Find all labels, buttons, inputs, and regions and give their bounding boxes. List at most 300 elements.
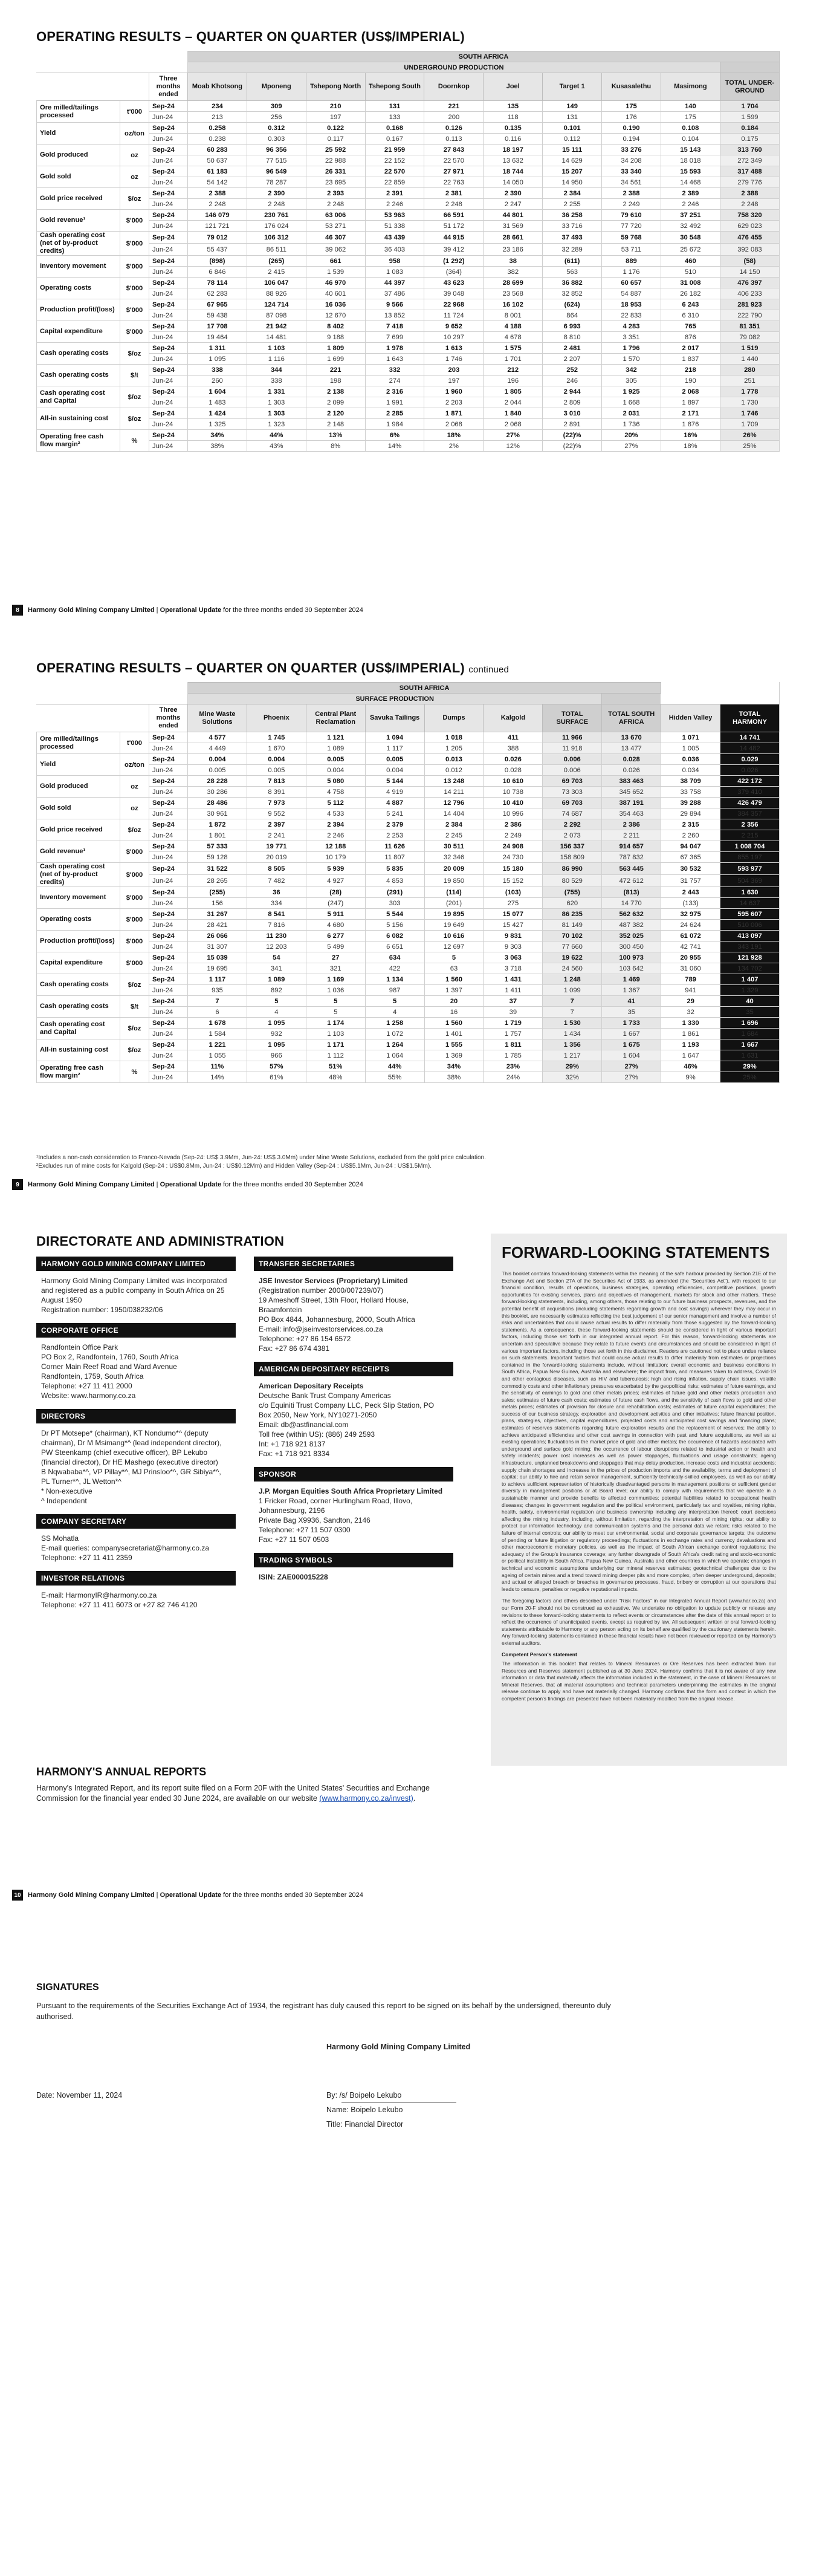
- table-cell: 2 249: [484, 830, 543, 841]
- table-cell: 2 386: [602, 819, 661, 830]
- table-cell: 15 427: [484, 920, 543, 931]
- fls-cp-heading: Competent Person's statement: [502, 1651, 577, 1658]
- table-cell: 252: [543, 365, 602, 376]
- row-unit: $'000: [120, 232, 149, 256]
- ops1-col-header: Tshepong South: [365, 73, 424, 101]
- table-cell: 1 575: [484, 343, 543, 354]
- table-row: [37, 343, 780, 354]
- table-cell: 889: [602, 256, 661, 267]
- table-cell: 0.112: [543, 134, 602, 145]
- directorate-line: Int: +1 718 921 8137: [259, 1440, 326, 1448]
- table-cell: 8 001: [484, 310, 543, 321]
- table-cell: 21 942: [247, 321, 306, 332]
- table-cell: 22 833: [602, 310, 661, 321]
- table-cell: 5: [306, 996, 365, 1007]
- row-period: Sep-24: [149, 974, 188, 985]
- row-metric: Cash operating cost and Capital: [37, 1018, 120, 1039]
- table-cell: 2 068: [424, 419, 484, 430]
- directorate-line: E-mail: info@jseinvestorservices.co.za: [259, 1325, 383, 1333]
- annual-text: [36, 1783, 459, 1804]
- table-cell: 2 397: [247, 819, 306, 830]
- table-cell: 5: [424, 952, 484, 963]
- table-row: [37, 974, 780, 985]
- table-cell: 1 330: [661, 1018, 720, 1029]
- directorate-line: Toll free (within US): (886) 249 2593: [259, 1430, 375, 1439]
- row-metric: Gold revenue¹: [37, 841, 120, 863]
- page-number: 9: [12, 1179, 23, 1190]
- table-cell: 472 612: [602, 875, 661, 887]
- annual-title: HARMONY'S ANNUAL REPORTS: [36, 1766, 207, 1778]
- table-cell: 2 891: [543, 419, 602, 430]
- directorate-heading: AMERICAN DEPOSITARY RECEIPTS: [254, 1362, 453, 1376]
- row-period: Jun-24: [149, 397, 188, 408]
- table-cell: 2 356: [720, 819, 780, 830]
- table-cell: 1 701: [484, 354, 543, 365]
- directorate-line: Deutsche Bank Trust Company Americas: [259, 1391, 391, 1400]
- table-cell: 11 230: [247, 931, 306, 942]
- table-cell: 61 072: [661, 931, 720, 942]
- table-cell: 33 276: [602, 145, 661, 155]
- table-cell: 2 260: [661, 830, 720, 841]
- table-cell: 7: [188, 996, 247, 1007]
- table-cell: 1 083: [365, 267, 424, 278]
- table-cell: 10 297: [424, 332, 484, 343]
- table-cell: 14 637: [720, 898, 780, 909]
- table-cell: 966: [247, 1050, 306, 1061]
- table-cell: 14 050: [484, 177, 543, 188]
- table-cell: 1 746: [720, 408, 779, 419]
- row-metric: Cash operating cost and Capital: [37, 386, 120, 408]
- table-cell: 2 809: [543, 397, 602, 408]
- table-cell: 38%: [188, 441, 247, 452]
- table-cell: 51 338: [365, 221, 424, 232]
- table-cell: 279 776: [720, 177, 779, 188]
- table-cell: 4 853: [365, 875, 424, 887]
- table-row: [37, 841, 780, 852]
- table-cell: 1 072: [365, 1029, 424, 1039]
- table-cell: 12 697: [424, 942, 484, 952]
- row-unit: t'000: [120, 732, 149, 754]
- table-cell: 32 289: [543, 244, 602, 256]
- table-cell: 63: [424, 963, 484, 974]
- table-cell: 1 116: [247, 354, 306, 365]
- table-cell: 765: [661, 321, 720, 332]
- ops1-col-header: Doornkop: [424, 73, 484, 101]
- table-cell: 81 351: [720, 321, 779, 332]
- table-cell: 1 560: [424, 1018, 484, 1029]
- table-cell: 16 102: [484, 299, 543, 310]
- row-metric: Gold sold: [37, 798, 120, 819]
- row-period: Jun-24: [149, 875, 188, 887]
- table-cell: 13 248: [424, 776, 484, 787]
- table-cell: 46 307: [306, 232, 365, 244]
- table-cell: 1 176: [602, 267, 661, 278]
- row-unit: %: [120, 1061, 149, 1083]
- table-cell: 1 303: [247, 397, 306, 408]
- table-cell: 19 649: [424, 920, 484, 931]
- directorate-line: Telephone: +27 86 154 6572: [259, 1335, 351, 1343]
- row-unit: $/oz: [120, 1039, 149, 1061]
- table-cell: 2 031: [602, 408, 661, 419]
- fls-paragraph-1: This booklet contains forward-looking statements within the meaning of the safe harbour provided by Section 21E of the Exchange Act and Section 27A of the Securities Act of 1933, as amended (the "Securities Act"), with respect to our financial condition, results of operations, business strategies, operating efficiencies, competitive positions, growth opportunities for existing services, plans and objectives of management, markets for stock and other matters. These forward-looking statements, including, among others, those relating to our future business prospects, revenues, and the potential benefit of acquisitions (including statements regarding growth and cost savings) wherever they may occur in this booklet, are necessarily estimates reflecting the best judgement of our senior management and involve a number of risks and uncertainties that could cause actual results to differ materially from those suggested by the forward-looking statements. As a consequence, these forward-looking statements should be considered in light of various important factors, including those set forth in our integrated annual report. For this reason, forward-looking statements are uncertain and speculative because they relate to future events and circumstances and should be considered in light of various important factors, including those set forth in this disclaimer. Readers are cautioned not to place undue reliance on such statements. Important factors that could cause actual results to differ materially from estimates or projections contained in the forward-looking statements include, without limitation: overall economic and business conditions in South Africa, Papua New Guinea, Australia and elsewhere; the impact from, and measures taken to address, Covid-19 and other contagious diseases, such as HIV and tuberculosis; high and rising inflation, supply chain issues, volatile commodity costs and other inflationary pressures exacerbated by the geopolitical risks; estimates of future earnings, and the sensitivity of earnings to gold and other metals prices; estimates of future gold and other metals production and sales; estimates of future cash costs; estimates of future cash flows, and the sensitivity of cash flows to gold and other metals prices; estimates of provision for closure and rehabilitation costs; estimates of future capital expenditures; the success of our business strategy, exploration and development activities and other initiatives; future financial position, plans, strategies, objectives, capital expenditures, projected costs and anticipated cost savings and financing plans; estimates of reserves statements regarding future exploration results and the replacement of reserves; the ability to achieve anticipated efficiencies and other cost savings in connection with past and future acquisitions, as well as at existing operations; fluctuations in the market price of gold and other metals; the occurrence of hazards associated with underground and surface gold mining; the occurrence of labour disruptions related to industrial action or health and safety incidents; power cost increases as well as power stoppages, fluctuations and usage constraints; ageing infrastructure, unplanned breakdowns and stoppages that may delay production, increase costs and industrial accidents; supply chain shortages and increases in the prices of production imports and the availability, terms and deployment of capital; our ability to hire and retain senior management, sufficiently technically-skilled employees, as well as our ability to achieve sufficient representation of historically disadvantaged persons in management positions or sufficient gender diversity in management positions or at Board level; our ability to comply with requirements that we operate in a sustainable manner and provide benefits to affected communities; potential liabilities related to occupational health diseases; changes in government regulation and the political environment, particularly tax and royalties, mining rights, health, safety, environmental regulation and business ownership including any interpretation thereof; court decisions affecting the mining industry, including, without limitation, regarding the interpretation of mining rights; our ability to protect our information technology and communication systems and the personal data we retain; risks related to the failure of internal controls; our ability to meet our environmental, social and corporate governance targets; the outcome of pending or future litigation or regulatory proceedings; fluctuations in exchange rates and currency devaluations and other macroeconomic monetary policies, as well as the impact of South African exchange control regulations; the adequacy of the Group's insurance coverage; any further downgrade of South Africa's credit rating and socio-economic or political instability in South Africa, Papua New Guinea, Australia and other countries in which we operate; changes in technical and economic assumptions underlying our mineral reserves estimates; geotechnical challenges due to the ageing of certain mines and a trend toward mining deeper pits and more complex, often deeper underground, deposits; and actual or alleged breach or breaches in governance processes, fraud, bribery or corruption at our operations that leads to censure, penalties or negative reputational impacts.: [502, 1270, 776, 1592]
- table-cell: 2 120: [306, 408, 365, 419]
- table-cell: 14 481: [247, 332, 306, 343]
- row-period: Sep-24: [149, 365, 188, 376]
- table-cell: 14 629: [543, 155, 602, 166]
- table-cell: 1 805: [484, 386, 543, 397]
- table-cell: 9 831: [484, 931, 543, 942]
- table-cell: 198: [306, 376, 365, 386]
- row-unit: $'000: [120, 909, 149, 931]
- footer-doc: Operational Update: [160, 1181, 222, 1188]
- table-cell: 2 443: [661, 887, 720, 898]
- table-cell: 87 098: [247, 310, 306, 321]
- table-cell: 39 412: [424, 244, 484, 256]
- table-cell: 1 411: [484, 985, 543, 996]
- directorate-heading: HARMONY GOLD MINING COMPANY LIMITED: [36, 1257, 236, 1271]
- row-period: Sep-24: [149, 278, 188, 288]
- table-cell: 2 388: [720, 188, 779, 199]
- fls-title: FORWARD-LOOKING STATEMENTS: [502, 1243, 770, 1261]
- table-cell: 789: [661, 974, 720, 985]
- row-period: Jun-24: [149, 1050, 188, 1061]
- table-cell: 22 968: [424, 299, 484, 310]
- table-cell: 1 696: [720, 1018, 780, 1029]
- ops2-col-header: Hidden Valley: [661, 704, 720, 732]
- table-cell: 1 397: [424, 985, 484, 996]
- table-cell: 303: [365, 898, 424, 909]
- table-cell: 15 207: [543, 166, 602, 177]
- annual-link[interactable]: (www.harmony.co.za/invest): [319, 1794, 413, 1803]
- table-cell: 118: [484, 112, 543, 123]
- table-cell: 2 384: [543, 188, 602, 199]
- table-cell: 2 944: [543, 386, 602, 397]
- table-cell: 53 271: [306, 221, 365, 232]
- table-cell: 8 391: [247, 787, 306, 798]
- table-cell: 37: [484, 996, 543, 1007]
- table-cell: 1 746: [424, 354, 484, 365]
- table-cell: 230 761: [247, 210, 306, 221]
- table-cell: 1 584: [188, 1029, 247, 1039]
- table-cell: 1 112: [306, 1050, 365, 1061]
- table-cell: 251: [720, 376, 779, 386]
- directorate-line: Telephone: +27 11 411 2359: [41, 1553, 132, 1562]
- table-cell: 1 872: [188, 819, 247, 830]
- row-period: Sep-24: [149, 232, 188, 244]
- table-cell: 40: [720, 996, 780, 1007]
- table-cell: 5 499: [306, 942, 365, 952]
- table-cell: 67 965: [188, 299, 247, 310]
- row-period: Sep-24: [149, 299, 188, 310]
- table-cell: 43%: [247, 441, 306, 452]
- row-period: Sep-24: [149, 909, 188, 920]
- table-cell: 140: [661, 101, 720, 112]
- ops2-table: [36, 682, 780, 1083]
- table-cell: 388: [484, 743, 543, 754]
- fls-cp-text: The information in this booklet that relates to Mineral Resources or Ore Reserves has been extracted from our Resources and Reserves statement published as at 30 June 2024. Harmony confirms that it is not aware of any new information or data that materially affects the information included in the statement, in the case of Mineral Resources or Mineral Reserves, that all material assumptions and technical parameters underpinning the estimates in the original release continue to apply and have not materially changed. Harmony confirms that the form and context in which the competent person's findings are presented have not been materially modified from the original release.: [502, 1660, 776, 1702]
- ops2-title: [36, 660, 509, 676]
- table-cell: (103): [484, 887, 543, 898]
- row-period: Jun-24: [149, 920, 188, 931]
- table-cell: 1 668: [602, 397, 661, 408]
- table-cell: 54: [247, 952, 306, 963]
- table-cell: 31 757: [661, 875, 720, 887]
- table-cell: 34%: [188, 430, 247, 441]
- table-cell: 59 128: [188, 852, 247, 863]
- table-cell: 30 532: [661, 863, 720, 875]
- table-cell: 175: [602, 101, 661, 112]
- table-cell: 0.005: [306, 754, 365, 765]
- ops1-col-header: Mponeng: [247, 73, 306, 101]
- table-cell: (813): [602, 887, 661, 898]
- table-cell: 0.026: [484, 754, 543, 765]
- ops1-col-header: Masimong: [661, 73, 720, 101]
- row-metric: Operating costs: [37, 278, 120, 299]
- table-cell: 2 211: [602, 830, 661, 841]
- table-cell: (265): [247, 256, 306, 267]
- table-cell: 50 637: [188, 155, 247, 166]
- table-cell: 13 477: [602, 743, 661, 754]
- table-cell: 19 895: [424, 909, 484, 920]
- ops1-subgroup: UNDERGROUND PRODUCTION: [188, 62, 720, 73]
- table-cell: 37 251: [661, 210, 720, 221]
- table-cell: 200: [424, 112, 484, 123]
- table-cell: 595 607: [720, 909, 780, 920]
- table-cell: 18 018: [661, 155, 720, 166]
- directorate-body: [254, 1482, 453, 1553]
- table-cell: 55%: [365, 1072, 424, 1083]
- row-period: Jun-24: [149, 1072, 188, 1083]
- table-cell: 26 066: [188, 931, 247, 942]
- table-cell: 0.184: [720, 123, 779, 134]
- row-period: Sep-24: [149, 1018, 188, 1029]
- table-cell: 7 418: [365, 321, 424, 332]
- table-cell: 0.108: [661, 123, 720, 134]
- table-cell: 1 757: [484, 1029, 543, 1039]
- table-cell: 12%: [484, 441, 543, 452]
- table-cell: 1 407: [720, 974, 780, 985]
- table-cell: 1 434: [543, 1029, 602, 1039]
- directorate-heading: TRADING SYMBOLS: [254, 1553, 453, 1567]
- table-row: [37, 1061, 780, 1072]
- table-cell: 4 680: [306, 920, 365, 931]
- ops2-col-header: Central Plant Reclamation: [306, 704, 365, 732]
- table-cell: 0.312: [247, 123, 306, 134]
- table-cell: 79 012: [188, 232, 247, 244]
- directorate-line: Telephone: +27 11 411 6073 or +27 82 746 4120: [41, 1601, 198, 1609]
- table-cell: 305: [602, 376, 661, 386]
- table-cell: 27%: [602, 1072, 661, 1083]
- ops2-col-header: TOTAL SOUTH AFRICA: [602, 704, 661, 732]
- table-cell: 60 657: [602, 278, 661, 288]
- table-cell: 27 843: [424, 145, 484, 155]
- table-cell: 987: [365, 985, 424, 996]
- table-cell: 379 410: [720, 787, 780, 798]
- table-cell: 44 801: [484, 210, 543, 221]
- table-cell: 1 325: [188, 419, 247, 430]
- table-cell: 2 248: [720, 199, 779, 210]
- row-period: Sep-24: [149, 996, 188, 1007]
- table-cell: 275: [484, 898, 543, 909]
- table-cell: 1 704: [720, 101, 779, 112]
- table-cell: 1 018: [424, 732, 484, 743]
- table-cell: 1 811: [484, 1039, 543, 1050]
- table-cell: 1 099: [543, 985, 602, 996]
- table-cell: 352 025: [602, 931, 661, 942]
- table-cell: 10 996: [484, 808, 543, 819]
- table-cell: 2 017: [661, 343, 720, 354]
- table-cell: 5 939: [306, 863, 365, 875]
- table-cell: 1 643: [365, 354, 424, 365]
- table-cell: 10 616: [424, 931, 484, 942]
- table-cell: 14 468: [661, 177, 720, 188]
- table-row: [37, 123, 780, 134]
- table-cell: 1 089: [306, 743, 365, 754]
- row-unit: $/t: [120, 365, 149, 386]
- table-cell: 15 077: [484, 909, 543, 920]
- table-cell: 4 927: [306, 875, 365, 887]
- table-cell: 1 925: [602, 386, 661, 397]
- footer-company: Harmony Gold Mining Company Limited: [28, 1891, 155, 1899]
- table-cell: 0.303: [247, 134, 306, 145]
- table-cell: 1 095: [247, 1039, 306, 1050]
- table-cell: 15 593: [661, 166, 720, 177]
- table-cell: 14 950: [543, 177, 602, 188]
- table-cell: (624): [543, 299, 602, 310]
- table-cell: 43 623: [424, 278, 484, 288]
- table-cell: 61%: [247, 1072, 306, 1083]
- row-metric: Production profit/(loss): [37, 931, 120, 952]
- table-cell: 0.175: [720, 134, 779, 145]
- table-cell: 60 283: [188, 145, 247, 155]
- row-unit: $'000: [120, 931, 149, 952]
- table-cell: 0.126: [424, 123, 484, 134]
- table-cell: 1 631: [720, 1050, 780, 1061]
- table-cell: 24 624: [661, 920, 720, 931]
- table-cell: 20: [424, 996, 484, 1007]
- table-cell: 1 121: [306, 732, 365, 743]
- table-cell: 27 971: [424, 166, 484, 177]
- table-cell: 221: [424, 101, 484, 112]
- directorate-body: [36, 1423, 236, 1514]
- table-cell: 28 486: [188, 798, 247, 808]
- table-cell: 4 887: [365, 798, 424, 808]
- table-cell: 1 861: [661, 1029, 720, 1039]
- directorate-line: Telephone: +27 11 507 0300: [259, 1526, 351, 1534]
- table-cell: 14 211: [424, 787, 484, 798]
- table-cell: (201): [424, 898, 484, 909]
- table-cell: 13 852: [365, 310, 424, 321]
- table-cell: 1 117: [188, 974, 247, 985]
- row-unit: $/oz: [120, 1018, 149, 1039]
- table-cell: 86 235: [543, 909, 602, 920]
- row-period: Jun-24: [149, 332, 188, 343]
- table-cell: 2 073: [543, 830, 602, 841]
- table-cell: 5 544: [365, 909, 424, 920]
- table-cell: 3 063: [484, 952, 543, 963]
- row-period: Jun-24: [149, 134, 188, 145]
- row-period: Sep-24: [149, 863, 188, 875]
- table-cell: 2 148: [306, 419, 365, 430]
- table-cell: 4 533: [306, 808, 365, 819]
- directorate-line: Corner Main Reef Road and Ward Avenue: [41, 1362, 177, 1371]
- table-cell: 411: [484, 732, 543, 743]
- row-period: Jun-24: [149, 310, 188, 321]
- directorate-title: DIRECTORATE AND ADMINISTRATION: [36, 1234, 285, 1249]
- table-cell: 11 807: [365, 852, 424, 863]
- row-metric: Operating costs: [37, 909, 120, 931]
- table-cell: 38%: [424, 1072, 484, 1083]
- table-cell: 958: [365, 256, 424, 267]
- table-cell: 8 541: [247, 909, 306, 920]
- row-metric: All-in sustaining cost: [37, 1039, 120, 1061]
- table-cell: 39 048: [424, 288, 484, 299]
- table-cell: 2 315: [661, 819, 720, 830]
- table-cell: 196: [484, 376, 543, 386]
- table-cell: 46 970: [306, 278, 365, 288]
- table-cell: 1 745: [247, 732, 306, 743]
- row-metric: Ore milled/tailings processed: [37, 732, 120, 754]
- row-unit: $/oz: [120, 188, 149, 210]
- signatures-date: Date: November 11, 2024: [36, 2091, 123, 2100]
- table-cell: 2 384: [424, 819, 484, 830]
- table-cell: 1 871: [424, 408, 484, 419]
- table-cell: 5 112: [306, 798, 365, 808]
- table-cell: 43 439: [365, 232, 424, 244]
- directorate-body: [254, 1376, 453, 1467]
- row-period: Jun-24: [149, 419, 188, 430]
- footer-tail: for the three months ended 30 September 2024: [223, 607, 363, 614]
- page-footer-10: 10 Harmony Gold Mining Company Limited | Operational Update for the three months ended 30 September 2024: [12, 1890, 363, 1901]
- table-cell: (364): [424, 267, 484, 278]
- table-cell: 134 702: [720, 963, 780, 974]
- table-cell: 2 285: [365, 408, 424, 419]
- table-cell: 11 966: [543, 732, 602, 743]
- table-row: [37, 188, 780, 199]
- table-cell: 2 068: [661, 386, 720, 397]
- table-row: [37, 321, 780, 332]
- table-cell: 19 771: [247, 841, 306, 852]
- table-cell: 281 923: [720, 299, 779, 310]
- row-unit: $'000: [120, 887, 149, 909]
- table-cell: 133: [365, 112, 424, 123]
- row-period: Jun-24: [149, 199, 188, 210]
- row-period: Jun-24: [149, 963, 188, 974]
- table-cell: 5: [365, 996, 424, 1007]
- table-cell: 6 651: [365, 942, 424, 952]
- row-period: Sep-24: [149, 776, 188, 787]
- footnote-1: ¹Includes a non-cash consideration to Franco-Nevada (Sep-24: US$ 3.9Mm, Jun-24: US$ 3.0Mm) under Mine Waste Solutions, excluded from the gold price calculation.: [36, 1154, 486, 1161]
- table-row: [37, 256, 780, 267]
- table-cell: 7 813: [247, 776, 306, 787]
- table-cell: 280: [720, 365, 779, 376]
- table-cell: 15 180: [484, 863, 543, 875]
- directorate-line: Fax: +27 86 674 4381: [259, 1344, 330, 1353]
- table-cell: 16%: [661, 430, 720, 441]
- table-cell: 36 258: [543, 210, 602, 221]
- forward-looking-statements: [491, 1234, 787, 1766]
- table-cell: 1 089: [247, 974, 306, 985]
- table-cell: 1 036: [306, 985, 365, 996]
- table-cell: 70 102: [543, 931, 602, 942]
- row-unit: $/oz: [120, 408, 149, 430]
- table-cell: 234: [188, 101, 247, 112]
- page-footer-9: 9 Harmony Gold Mining Company Limited | Operational Update for the three months ended 30 September 2024: [12, 1179, 363, 1190]
- table-cell: 1 356: [543, 1039, 602, 1050]
- table-cell: 0.122: [306, 123, 365, 134]
- table-cell: 124 714: [247, 299, 306, 310]
- table-cell: 106 047: [247, 278, 306, 288]
